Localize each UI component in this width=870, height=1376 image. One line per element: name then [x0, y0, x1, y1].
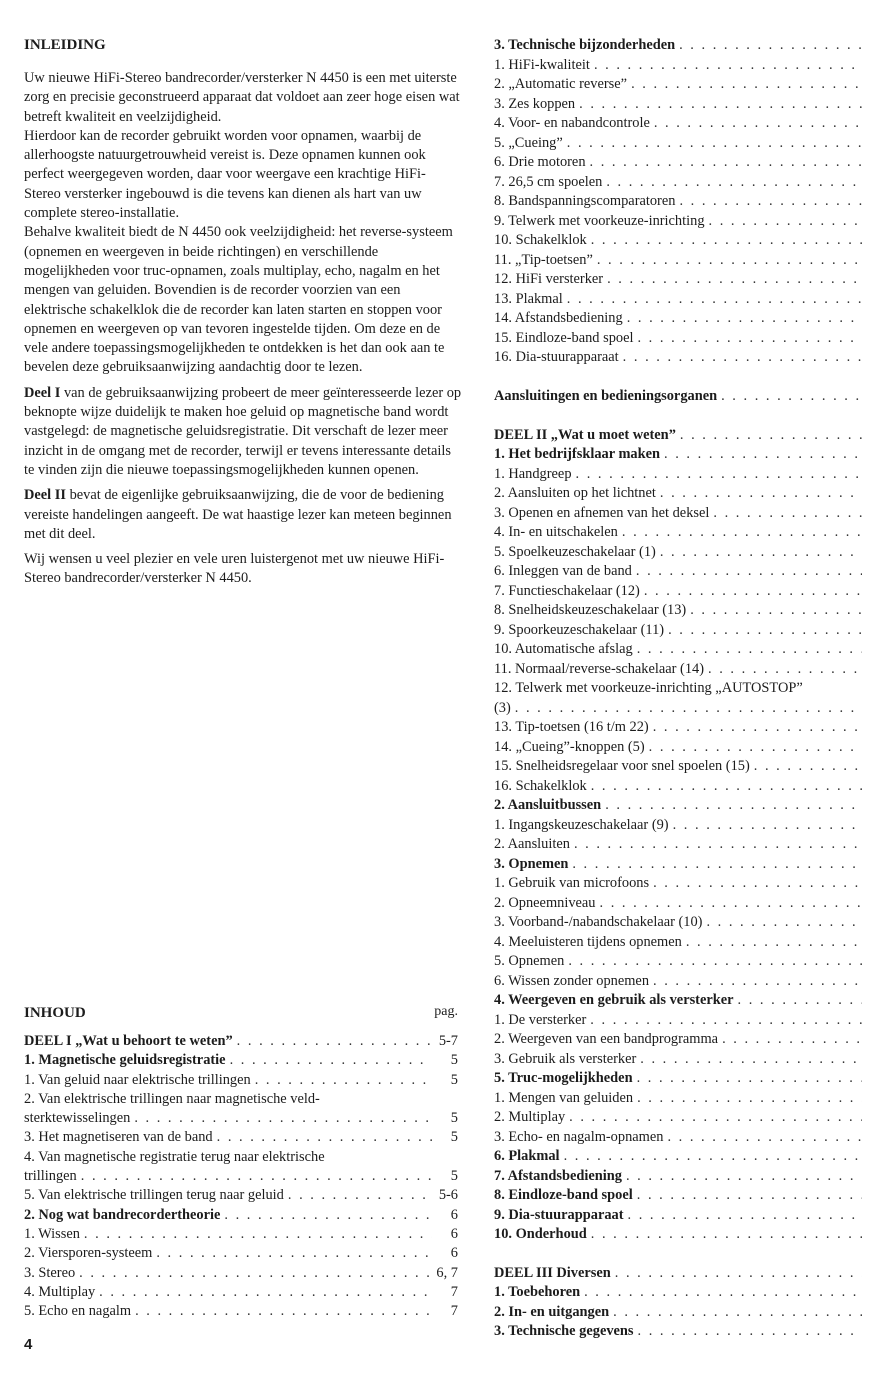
page-number: 4 — [24, 1336, 33, 1353]
toc-entry — [494, 621, 862, 641]
toc-entry-title: 1. Magnetische geluidsregistratie — [24, 1052, 226, 1069]
toc-entry — [494, 153, 862, 173]
toc-leader-dots — [587, 777, 862, 797]
toc-leader-dots — [77, 1167, 432, 1186]
toc-entry — [24, 1186, 462, 1205]
toc-entry-title: 7. Functieschakelaar (12) — [494, 582, 640, 599]
toc-entry-title: 3. Technische bijzonderheden — [494, 37, 676, 53]
intro-paragraph-4 — [24, 384, 462, 480]
toc-entry — [494, 1186, 862, 1206]
toc-entry-title: 3. Opnemen — [494, 855, 569, 872]
toc-entry-title: 4. Multiplay — [24, 1283, 96, 1300]
toc-entry — [494, 348, 862, 368]
toc-entry-title: 5. Spoelkeuzeschakelaar (1) — [494, 543, 656, 560]
toc-leader-dots — [602, 173, 862, 193]
toc-entry — [24, 1071, 462, 1090]
toc-leader-dots — [632, 562, 862, 582]
toc-leader-dots — [633, 1089, 862, 1109]
toc-right-column — [494, 36, 862, 1342]
toc-entry-title: 9. Telwerk met voorkeuze-inrichting — [494, 212, 705, 229]
toc-entry-title: (3) — [494, 699, 511, 716]
intro-paragraph-3: Behalve kwaliteit biedt de N 4450 ook veelzijdigheid: het reverse-systeem (opnemen en weergeven in beide richtingen) en verschillende mogelijkheden voor truc-opnamen, zoals multiplay, echo, nagalm en het mengen van geluiden. Bovendien is de recorder voorzien van een elektrische schakelklok die de recorder kan laten starten en stoppen voor opnemen en weergeven op van tevoren ingestelde tijden. Om deze en de vele andere toepassingsmogelijkheden te ontdekken is het dan ook aan te bevelen deze gebruiksaanwijzing aandachtig door te lezen. — [24, 224, 453, 376]
toc-leader-dots — [611, 1264, 862, 1284]
toc-entry — [494, 1303, 862, 1323]
toc-entry-title: 6. Plakmal — [494, 1148, 560, 1165]
toc-spacer — [494, 1245, 862, 1264]
toc-entry-title: 3. Gebruik als versterker — [494, 1050, 637, 1067]
toc-entry — [494, 95, 862, 115]
toc-entry-title: 1. HiFi-kwaliteit — [494, 56, 590, 73]
toc-leader-dots — [575, 95, 862, 115]
toc-entry — [24, 1109, 462, 1128]
toc-leader-dots — [619, 348, 862, 368]
intro-paragraph-1: Uw nieuwe HiFi-Stereo bandrecorder/versterker N 4450 is een met uiterste zorg en precisie geconstrueerd apparaat dat voldoet aan zeer hoge eisen wat betreft kwaliteit en veelzijdigheid. — [24, 70, 460, 125]
toc-entry-title: 2. Aansluiten op het lichtnet — [494, 485, 656, 502]
toc-entry-title: 1. De versterker — [494, 1011, 587, 1028]
toc-entry-title: 4. Meeluisteren tijdens opnemen — [494, 933, 682, 950]
toc-entry-title: 1. Gebruik van microfoons — [494, 875, 650, 892]
toc-entry-title: 11. „Tip-toetsen” — [494, 251, 593, 268]
toc-entry-title: 8. Bandspanningscomparatoren — [494, 193, 676, 209]
toc-leader-dots — [152, 1244, 432, 1263]
toc-leader-dots — [284, 1186, 432, 1205]
toc-entry — [494, 1167, 862, 1187]
toc-entry — [24, 1302, 462, 1321]
toc-leader-dots — [640, 582, 862, 602]
toc-entry — [494, 952, 862, 972]
toc-entry — [494, 679, 862, 699]
toc-entry-title: 2. Weergeven van een bandprogramma — [494, 1031, 719, 1048]
toc-entry-title: 5. Truc-mogelijkheden — [494, 1070, 633, 1087]
toc-entry — [24, 1167, 462, 1186]
toc-leader-dots — [565, 1108, 862, 1128]
toc-entry — [24, 1128, 462, 1147]
toc-entry — [494, 212, 862, 232]
toc-leader-dots — [233, 1032, 432, 1051]
toc-leader-dots — [705, 212, 862, 232]
toc-leader-dots — [634, 1322, 862, 1342]
toc-entry — [494, 465, 862, 485]
toc-entry-title: 2. In- en uitgangen — [494, 1303, 610, 1320]
toc-entry-title: 12. Telwerk met voorkeuze-inrichting „AUTOSTOP” — [494, 680, 803, 697]
toc-header — [24, 1004, 462, 1022]
toc-leader-dots — [95, 1283, 432, 1302]
toc-entry-title: 9. Spoorkeuzeschakelaar (11) — [494, 621, 665, 638]
intro-paragraph-5 — [24, 486, 462, 544]
toc-entry-title: 7. Afstandsbediening — [494, 1167, 622, 1184]
toc-leader-dots — [564, 952, 862, 972]
toc-entry — [494, 562, 862, 582]
toc-entry-title: 3. Het magnetiseren van de band — [24, 1129, 213, 1146]
toc-entry — [494, 387, 862, 407]
toc-leader-dots — [624, 1206, 862, 1226]
toc-entry-page: 5-6 — [438, 1187, 458, 1204]
deel-1-lead: Deel I — [24, 384, 61, 401]
toc-leader-dots — [587, 1225, 862, 1245]
toc-entry-title: 3. Zes koppen — [494, 95, 576, 112]
toc-leader-dots — [609, 1303, 862, 1323]
toc-entry — [494, 972, 862, 992]
toc-leader-dots — [649, 972, 862, 992]
toc-leader-dots — [633, 329, 862, 349]
toc-leader-dots — [656, 484, 862, 504]
toc-entry-page: 5 — [450, 1071, 458, 1088]
toc-entry-title: 7. 26,5 cm spoelen — [494, 173, 603, 190]
toc-entry-page: 5 — [450, 1168, 458, 1185]
toc-entry-page: 5-7 — [438, 1033, 458, 1049]
toc-leader-dots — [580, 1283, 862, 1303]
toc-entry-title: 2. Viersporen-systeem — [24, 1245, 153, 1262]
toc-entry-title: DEEL II „Wat u moet weten” — [494, 426, 676, 443]
toc-entry — [494, 134, 862, 154]
toc-entry — [494, 601, 862, 621]
toc-leader-dots — [675, 36, 862, 56]
toc-entry-title: 13. Plakmal — [494, 290, 563, 307]
toc-leader-dots — [675, 192, 862, 212]
toc-entry-title: 10. Automatische afslag — [494, 641, 633, 658]
toc-entry-page: 6 — [450, 1245, 458, 1262]
toc-entry-title: 1. Wissen — [24, 1225, 80, 1242]
toc-entry — [494, 231, 862, 251]
toc-entry-page: 6 — [450, 1225, 458, 1242]
toc-leader-dots — [563, 134, 862, 154]
toc-leader-dots — [251, 1071, 432, 1090]
toc-entry-title: 8. Snelheidskeuzeschakelaar (13) — [494, 602, 687, 619]
toc-entry-title: 2. Opneemniveau — [494, 894, 596, 911]
toc-entry — [494, 426, 862, 446]
toc-leader-dots — [750, 757, 862, 777]
toc-entry-title: 4. Weergeven en gebruik als versterker — [494, 992, 734, 1009]
toc-leader-dots — [623, 309, 862, 329]
toc-leader-dots — [587, 231, 862, 251]
toc-leader-dots — [636, 1050, 862, 1070]
toc-leader-dots — [669, 816, 862, 836]
toc-leader-dots — [590, 56, 862, 76]
toc-entry-title: 3. Echo- en nagalm-opnamen — [494, 1128, 664, 1145]
toc-entry-title: 14. Afstandsbediening — [494, 310, 623, 326]
toc-leader-dots — [676, 426, 862, 446]
toc-entry-title: 10. Schakelklok — [494, 232, 587, 248]
toc-leader-dots — [718, 1030, 862, 1050]
toc-entry-title: 4. In- en uitschakelen — [494, 524, 618, 541]
toc-entry — [24, 1051, 462, 1070]
toc-entry — [494, 796, 862, 816]
toc-entry — [494, 1089, 862, 1109]
toc-entry-title: 9. Dia-stuurapparaat — [494, 1206, 624, 1223]
toc-entry — [494, 36, 862, 56]
toc-entry-title: 5. Van elektrische trillingen terug naar geluid — [24, 1187, 284, 1204]
toc-entry — [494, 718, 862, 738]
toc-entry — [494, 855, 862, 875]
toc-entry — [494, 445, 862, 465]
toc-entry — [494, 329, 862, 349]
toc-entry-title: 1. Ingangskeuzeschakelaar (9) — [494, 816, 669, 833]
toc-entry — [494, 114, 862, 134]
toc-leader-dots — [75, 1264, 432, 1283]
toc-leader-dots — [633, 640, 862, 660]
toc-entry — [494, 660, 862, 680]
toc-entry — [494, 173, 862, 193]
toc-entry-title: 3. Voorband-/nabandschakelaar (10) — [494, 914, 703, 931]
toc-leader-dots — [213, 1128, 432, 1147]
intro-paragraph-2: Hierdoor kan de recorder gebruikt worden voor opnamen, waarbij de allerhoogste natuurgetrouwheid vereist is. Deze opnamen kunnen ook perfect weergegeven worden, daar voor weergave een krachtige HiFi-Stereo versterker ingebouwd is die tevens kan dienen als hart van uw complete stereo-installatie. — [24, 127, 426, 222]
toc-entry-title: 12. HiFi versterker — [494, 271, 604, 287]
toc-spacer — [494, 406, 862, 425]
toc-entry-title: 15. Snelheidsregelaar voor snel spoelen (15) — [494, 758, 750, 775]
toc-entry-title: 10. Onderhoud — [494, 1226, 587, 1243]
toc-entry-page: 5 — [450, 1129, 458, 1146]
toc-entry — [494, 56, 862, 76]
toc-page-label: pag. — [434, 1004, 458, 1019]
toc-leader-dots — [649, 874, 862, 894]
toc-entry — [494, 1069, 862, 1089]
toc-entry-title: 16. Schakelklok — [494, 777, 587, 794]
toc-entry — [494, 504, 862, 524]
toc-entry — [494, 640, 862, 660]
toc-leader-dots — [704, 660, 862, 680]
intro-paragraph-6: Wij wensen u veel plezier en vele uren luistergenot met uw nieuwe HiFi-Stereo bandrecorder/versterker N 4450. — [24, 551, 445, 587]
toc-entry-title: 2. Nog wat bandrecordertheorie — [24, 1206, 221, 1223]
toc-entry — [24, 1206, 462, 1225]
toc-entry-title: 4. Van magnetische registratie terug naar elektrische — [24, 1148, 325, 1165]
toc-entry — [24, 1090, 462, 1109]
toc-entry — [494, 933, 862, 953]
toc-entry — [494, 1283, 862, 1303]
toc-entry-page: 6 — [450, 1206, 458, 1223]
toc-entry — [494, 1225, 862, 1245]
toc-leader-dots — [586, 1011, 862, 1031]
toc-leader-dots — [650, 114, 862, 134]
toc-entry — [494, 738, 862, 758]
deel-2-lead: Deel II — [24, 487, 66, 504]
intro-paragraph-5-text: bevat de eigenlijke gebruiksaanwijzing, die de voor de bediening vereiste handelingen aangeeft. De wat haastige lezer kan meteen beginnen met dit deel. — [24, 487, 452, 542]
toc-entry-title: 1. Mengen van geluiden — [494, 1089, 634, 1106]
toc-leader-dots — [80, 1225, 432, 1244]
toc-entry — [494, 582, 862, 602]
toc-entry — [494, 1206, 862, 1226]
toc-entry — [24, 1148, 462, 1167]
toc-leader-dots — [717, 387, 862, 407]
toc-leader-dots — [131, 1302, 432, 1321]
toc-entry — [494, 1128, 862, 1148]
introduction-section — [24, 36, 462, 589]
toc-leader-dots — [618, 523, 862, 543]
toc-entry-title: DEEL I „Wat u behoort te weten” — [24, 1033, 233, 1049]
toc-entry-title: Aansluitingen en bedieningsorganen — [494, 387, 718, 404]
toc-entry-title: DEEL III Diversen — [494, 1264, 611, 1281]
toc-leader-dots — [563, 290, 862, 310]
toc-entry-page: 5 — [450, 1052, 458, 1069]
toc-entry-title: 5. Opnemen — [494, 953, 565, 970]
toc-entry-title: 13. Tip-toetsen (16 t/m 22) — [494, 719, 649, 736]
toc-leader-dots — [572, 465, 862, 485]
toc-entry-title: 2. Aansluiten — [494, 836, 570, 853]
toc-leader-dots — [601, 796, 862, 816]
toc-entry-title: 1. Het bedrijfsklaar maken — [494, 446, 661, 463]
toc-entry-page: 5 — [450, 1110, 458, 1127]
toc-leader-dots — [633, 1186, 862, 1206]
toc-leader-dots — [686, 601, 862, 621]
toc-entry — [494, 894, 862, 914]
toc-leader-dots — [568, 855, 862, 875]
toc-leader-dots — [664, 621, 862, 641]
toc-entry — [494, 835, 862, 855]
toc-entry — [494, 543, 862, 563]
toc-entry-title: 3. Openen en afnemen van het deksel — [494, 504, 710, 521]
toc-entry-title: 5. Echo en nagalm — [24, 1303, 132, 1320]
toc-entry-title: 2. Aansluitbussen — [494, 797, 602, 814]
toc-entry — [24, 1032, 462, 1051]
toc-entry — [494, 270, 862, 290]
toc-entry — [494, 757, 862, 777]
toc-entry-title: 6. Inleggen van de band — [494, 563, 632, 580]
toc-entry — [494, 1108, 862, 1128]
toc-spacer — [494, 368, 862, 387]
toc-leader-dots — [682, 933, 862, 953]
toc-leader-dots — [220, 1206, 432, 1225]
toc-entry — [494, 1322, 862, 1342]
toc-leader-dots — [593, 251, 862, 271]
toc-entry — [494, 309, 862, 329]
toc-leader-dots — [586, 153, 862, 173]
toc-entry — [494, 523, 862, 543]
toc-entry — [494, 991, 862, 1011]
toc-entry-title: 6. Wissen zonder opnemen — [494, 972, 650, 989]
toc-leader-dots — [622, 1167, 862, 1187]
toc-entry — [24, 1244, 462, 1263]
toc-leader-dots — [656, 543, 862, 563]
toc-entry-title: 3. Technische gegevens — [494, 1323, 634, 1340]
toc-entry-title: 4. Voor- en nabandcontrole — [494, 115, 650, 131]
toc-entry — [494, 1011, 862, 1031]
toc-entry-title: 5. „Cueing” — [494, 134, 563, 151]
toc-entry-title: 1. Van geluid naar elektrische trillingen — [24, 1071, 251, 1088]
toc-leader-dots — [130, 1109, 432, 1128]
toc-entry-title: 11. Normaal/reverse-schakelaar (14) — [494, 660, 705, 677]
toc-entry — [494, 192, 862, 212]
toc-entry — [494, 777, 862, 797]
toc-leader-dots — [660, 445, 862, 465]
toc-leader-dots — [603, 270, 862, 290]
toc-entry — [494, 874, 862, 894]
toc-entry — [494, 290, 862, 310]
toc-entry — [494, 1030, 862, 1050]
toc-leader-dots — [633, 1069, 862, 1089]
toc-entry — [494, 699, 862, 719]
toc-entry-title: 15. Eindloze-band spoel — [494, 329, 634, 346]
toc-entry — [24, 1283, 462, 1302]
toc-entry-title: 2. „Automatic reverse” — [494, 76, 628, 92]
intro-paragraph-4-text: van de gebruiksaanwijzing probeert de meer geïnteresseerde lezer op beknopte wijze duidelijk te maken hoe geluid op magnetische band wordt vastgelegd: de magnetische geluidsregistratie. Dit verschaft de lezer meer inzicht in de omgang met de recorder, terwijl er tevens interessante details te vinden zijn die nieuwe toepassingsmogelijkheden kunnen openen. — [24, 384, 462, 478]
toc-entry-title: trillingen — [24, 1168, 77, 1185]
toc-entry-title: 8. Eindloze-band spoel — [494, 1187, 633, 1204]
toc-leader-dots — [511, 699, 862, 719]
toc-entry-title: 14. „Cueing”-knoppen (5) — [494, 738, 645, 755]
toc-entry — [24, 1225, 462, 1244]
toc-entry-title: sterktewisselingen — [24, 1110, 131, 1127]
toc-entry — [494, 913, 862, 933]
toc-leader-dots — [570, 835, 862, 855]
toc-entry-page: 7 — [450, 1303, 458, 1320]
toc-leader-dots — [649, 718, 862, 738]
toc-entry-title: 1. Toebehoren — [494, 1284, 581, 1301]
toc-entry-title: 16. Dia-stuurapparaat — [494, 349, 619, 365]
toc-leader-dots — [702, 913, 862, 933]
toc-leader-dots — [627, 75, 862, 95]
toc-entry — [494, 1264, 862, 1284]
toc-leader-dots — [596, 894, 862, 914]
toc-entry — [494, 816, 862, 836]
toc-leader-dots — [226, 1051, 432, 1070]
toc-leader-dots — [645, 738, 862, 758]
toc-entry-page: 7 — [450, 1283, 458, 1300]
toc-entry-title: 3. Stereo — [24, 1264, 76, 1281]
toc-entry — [494, 75, 862, 95]
toc-entry — [24, 1264, 462, 1283]
toc-entry — [494, 251, 862, 271]
introduction-heading: INLEIDING — [24, 37, 106, 53]
toc-entry-title: 1. Handgreep — [494, 465, 572, 482]
toc-leader-dots — [560, 1147, 862, 1167]
toc-entry — [494, 1147, 862, 1167]
toc-entry-title: 6. Drie motoren — [494, 154, 586, 170]
toc-leader-dots — [734, 991, 862, 1011]
toc-entry-title: 2. Multiplay — [494, 1109, 566, 1126]
toc-leader-dots — [663, 1128, 862, 1148]
toc-entry — [494, 484, 862, 504]
toc-title: INHOUD — [24, 1005, 86, 1021]
toc-entry-title: 2. Van elektrische trillingen naar magnetische veld- — [24, 1090, 320, 1107]
toc-left-column — [24, 1032, 462, 1321]
toc-entry — [494, 1050, 862, 1070]
toc-leader-dots — [709, 504, 862, 524]
toc-entry-page: 6, 7 — [436, 1264, 458, 1281]
